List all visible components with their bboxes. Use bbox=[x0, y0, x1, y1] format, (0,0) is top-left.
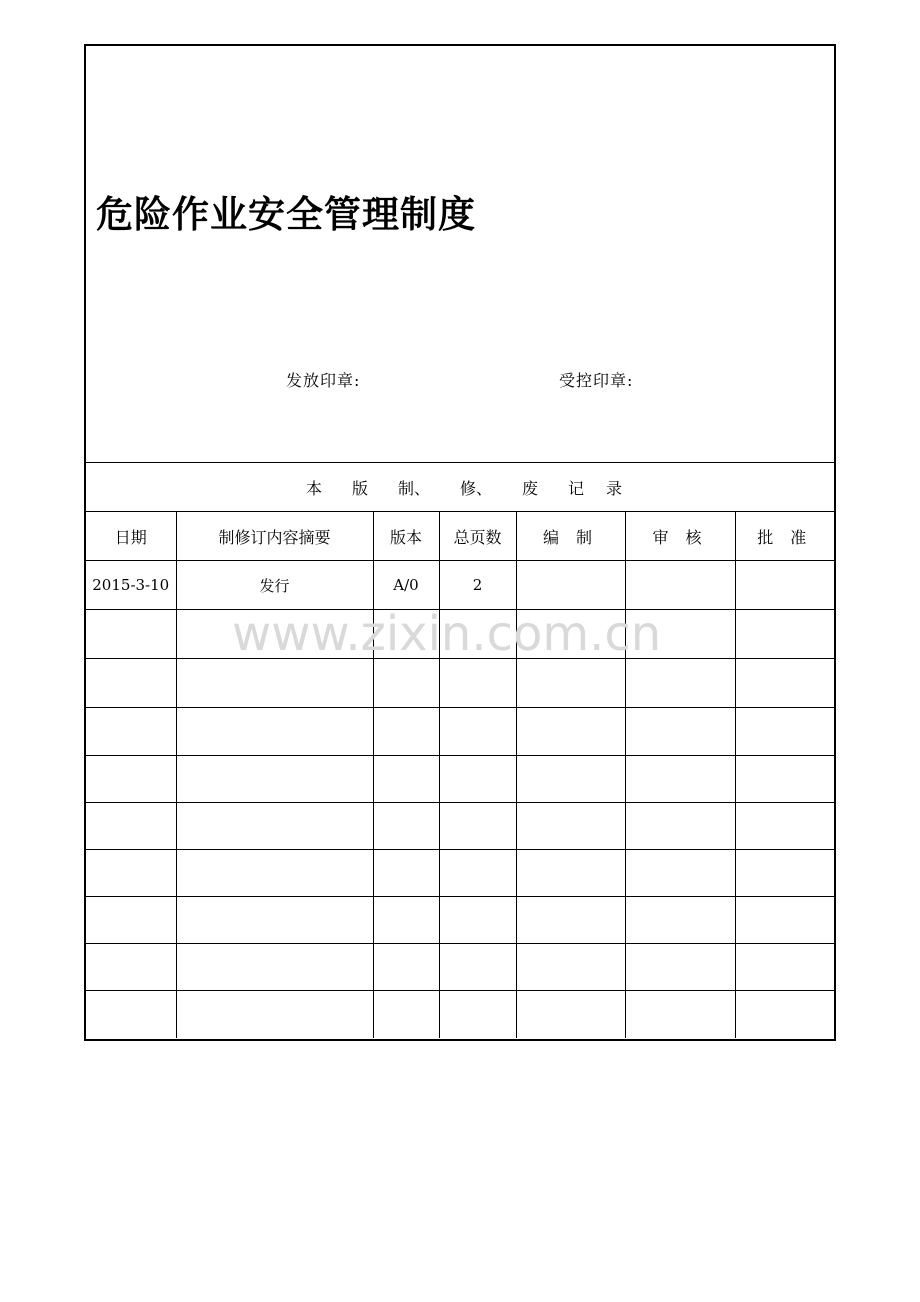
cell-total-pages bbox=[439, 708, 516, 756]
cell-version bbox=[373, 991, 439, 1038]
revision-record-title bbox=[86, 463, 834, 512]
record-title-char: 本 bbox=[306, 478, 323, 498]
cell-date bbox=[86, 803, 176, 850]
cell-version bbox=[373, 756, 439, 803]
cell-summary bbox=[176, 991, 373, 1038]
cell-reviewed-by bbox=[625, 803, 735, 850]
cell-approved-by bbox=[735, 708, 834, 756]
cell-reviewed-by bbox=[625, 659, 735, 708]
header-prepared-by: 编 制 bbox=[516, 512, 625, 561]
cell-total-pages: 2 bbox=[439, 561, 516, 610]
cell-summary bbox=[176, 708, 373, 756]
table-row bbox=[86, 897, 834, 944]
cell-total-pages bbox=[439, 944, 516, 991]
cell-summary bbox=[176, 944, 373, 991]
table-row bbox=[86, 659, 834, 708]
document-title: 危险作业安全管理制度 bbox=[96, 192, 476, 236]
cell-approved-by bbox=[735, 659, 834, 708]
cell-approved-by bbox=[735, 561, 834, 610]
table-row bbox=[86, 944, 834, 991]
record-title-char: 废 bbox=[522, 478, 539, 498]
watermark-text: www.zixin.com.cn bbox=[232, 606, 662, 662]
table-row bbox=[86, 756, 834, 803]
cell-version bbox=[373, 803, 439, 850]
cell-date bbox=[86, 756, 176, 803]
cell-prepared-by bbox=[516, 991, 625, 1038]
cell-approved-by bbox=[735, 944, 834, 991]
cell-prepared-by bbox=[516, 708, 625, 756]
cell-version bbox=[373, 897, 439, 944]
header-reviewed-by: 审 核 bbox=[625, 512, 735, 561]
cell-version bbox=[373, 708, 439, 756]
cell-date bbox=[86, 944, 176, 991]
cell-date bbox=[86, 850, 176, 897]
cell-summary bbox=[176, 659, 373, 708]
cell-total-pages bbox=[439, 991, 516, 1038]
control-stamp-label: 受控印章: bbox=[559, 371, 634, 390]
record-title-char: 录 bbox=[606, 478, 623, 498]
cell-total-pages bbox=[439, 803, 516, 850]
cell-approved-by bbox=[735, 850, 834, 897]
cell-approved-by bbox=[735, 756, 834, 803]
cell-summary bbox=[176, 610, 373, 659]
record-title-char: 制、 bbox=[398, 478, 431, 498]
cell-date bbox=[86, 610, 176, 659]
cell-approved-by bbox=[735, 897, 834, 944]
cell-prepared-by bbox=[516, 944, 625, 991]
document-frame bbox=[84, 44, 836, 1041]
table-row bbox=[86, 991, 834, 1038]
cell-total-pages bbox=[439, 659, 516, 708]
cell-total-pages bbox=[439, 610, 516, 659]
header-approved-by: 批 准 bbox=[735, 512, 834, 561]
cell-summary bbox=[176, 897, 373, 944]
cell-prepared-by bbox=[516, 756, 625, 803]
cell-reviewed-by bbox=[625, 991, 735, 1038]
cell-date bbox=[86, 991, 176, 1038]
cell-date: 2015-3-10 bbox=[86, 561, 176, 610]
cell-date bbox=[86, 897, 176, 944]
table-header-row bbox=[86, 512, 834, 561]
table-row bbox=[86, 610, 834, 659]
cell-approved-by bbox=[735, 991, 834, 1038]
cell-reviewed-by bbox=[625, 897, 735, 944]
cell-version bbox=[373, 659, 439, 708]
cell-reviewed-by bbox=[625, 708, 735, 756]
table-row bbox=[86, 850, 834, 897]
record-title-char: 记 bbox=[568, 478, 585, 498]
cell-total-pages bbox=[439, 850, 516, 897]
record-title-char: 修、 bbox=[460, 478, 493, 498]
table-row bbox=[86, 561, 834, 610]
cell-approved-by bbox=[735, 803, 834, 850]
issue-stamp-label: 发放印章: bbox=[286, 371, 361, 390]
cell-prepared-by bbox=[516, 659, 625, 708]
cell-version bbox=[373, 944, 439, 991]
record-title-char: 版 bbox=[352, 478, 369, 498]
cell-approved-by bbox=[735, 610, 834, 659]
cell-prepared-by bbox=[516, 610, 625, 659]
cell-reviewed-by bbox=[625, 610, 735, 659]
cell-total-pages bbox=[439, 756, 516, 803]
cell-summary bbox=[176, 803, 373, 850]
cell-prepared-by bbox=[516, 803, 625, 850]
cover-section bbox=[86, 46, 834, 462]
cell-prepared-by bbox=[516, 897, 625, 944]
cell-reviewed-by bbox=[625, 850, 735, 897]
header-date: 日期 bbox=[86, 512, 176, 561]
cell-summary: 发行 bbox=[176, 561, 373, 610]
header-summary: 制修订内容摘要 bbox=[176, 512, 373, 561]
table-row bbox=[86, 708, 834, 756]
header-version: 版本 bbox=[373, 512, 439, 561]
cell-date bbox=[86, 708, 176, 756]
cell-reviewed-by bbox=[625, 944, 735, 991]
cell-total-pages bbox=[439, 897, 516, 944]
cell-prepared-by bbox=[516, 561, 625, 610]
cell-reviewed-by bbox=[625, 756, 735, 803]
cell-version: A/0 bbox=[373, 561, 439, 610]
cell-summary bbox=[176, 850, 373, 897]
cell-version bbox=[373, 850, 439, 897]
table-row bbox=[86, 803, 834, 850]
cell-version bbox=[373, 610, 439, 659]
header-total-pages: 总页数 bbox=[439, 512, 516, 561]
cell-date bbox=[86, 659, 176, 708]
cell-reviewed-by bbox=[625, 561, 735, 610]
cell-summary bbox=[176, 756, 373, 803]
cell-prepared-by bbox=[516, 850, 625, 897]
revision-record-table bbox=[86, 462, 834, 1038]
